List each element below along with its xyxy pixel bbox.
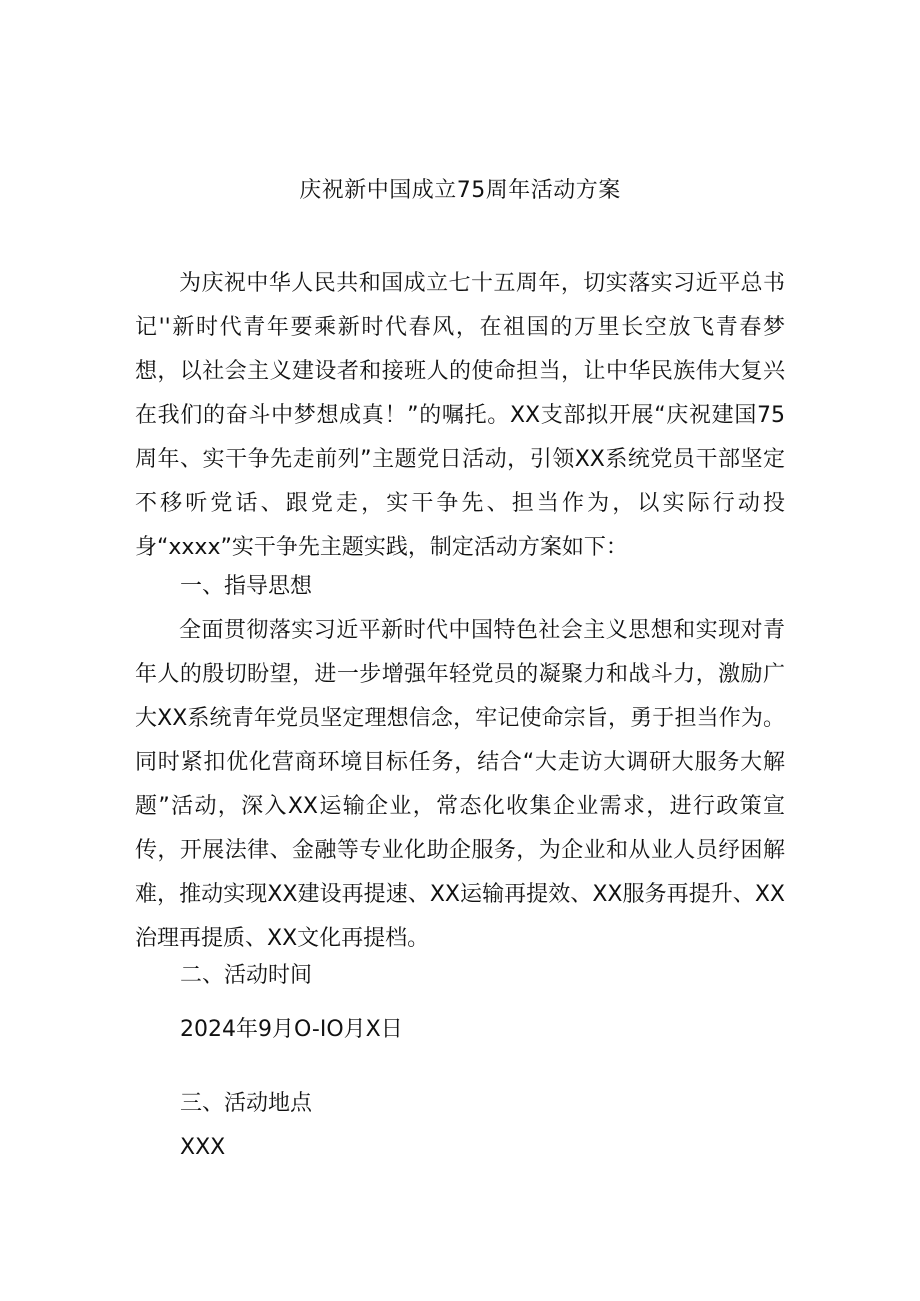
document-title: 庆祝新中国成立75周年活动方案: [299, 178, 621, 203]
guiding-ideology-paragraph: 全面贯彻落实习近平新时代中国特色社会主义思想和实现对青年人的殷切盼望，进一步增强年轻党员的凝聚力和战斗力，激励广大XX系统青年党员坚定理想信念，牢记使命宗旨，勇于担当作为。同时紧扣优化营商环境目标任务，结合“大走访大调研大服务大解题”活动，深入XX运输企业，常态化收集企业需求，进行政策宣传，开展法律、金融等专业化助企服务，为企业和从业人员纾困解难，推动实现XX建设再提速、XX运输再提效、XX服务再提升、XX治理再提质、XX文化再提档。: [135, 618, 785, 951]
section-heading-guiding-ideology: 一、指导思想: [180, 574, 313, 599]
section-heading-activity-location: 三、活动地点: [180, 1091, 313, 1116]
activity-location-text: XXX: [180, 1135, 226, 1160]
activity-time-text: 2024年9月O-IO月X日: [180, 1017, 403, 1042]
section-heading-activity-time: 二、活动时间: [180, 963, 313, 988]
intro-paragraph: 为庆祝中华人民共和国成立七十五周年，切实落实习近平总书记''新时代青年要乘新时代春风，在祖国的万里长空放飞青春梦想，以社会主义建设者和接班人的使命担当，让中华民族伟大复兴在我们的奋斗中梦想成真！”的嘱托。XX支部拟开展“庆祝建国75周年、实干争先走前列”主题党日活动，引领XX系统党员干部坚定不移听党话、跟党走，实干争先、担当作为，以实际行动投身“xxxx”实干争先主题实践，制定活动方案如下：: [135, 271, 785, 560]
